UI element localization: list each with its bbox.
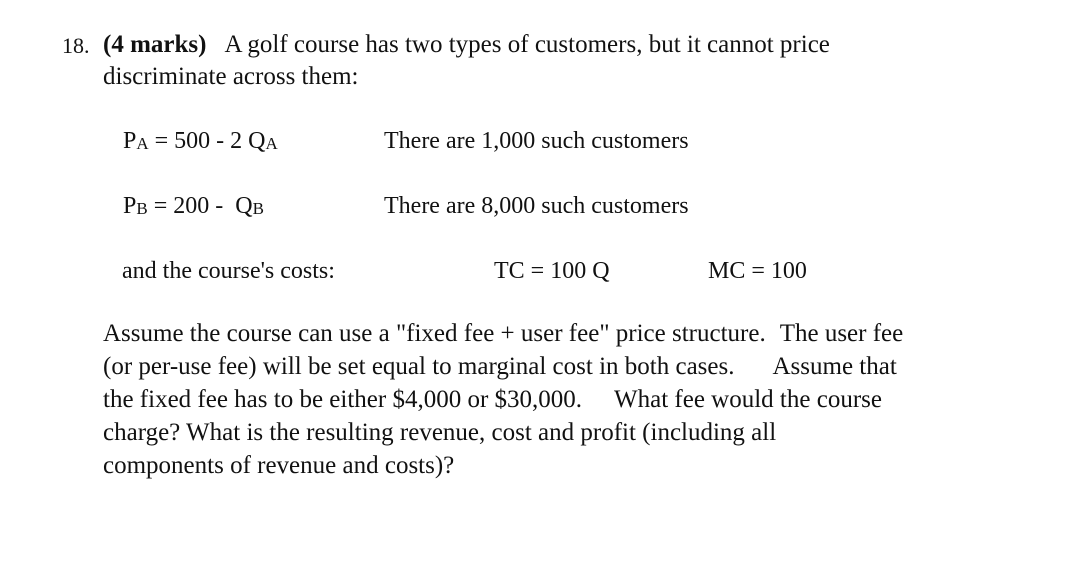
costs-label: and the course's costs: bbox=[122, 258, 335, 284]
marginal-cost: MC = 100 bbox=[708, 258, 807, 284]
demand-equation-a: PA = 500 - 2 QA bbox=[123, 128, 278, 154]
paragraph-line-5: components of revenue and costs)? bbox=[103, 452, 455, 479]
paragraph-line-1: Assume the course can use a "fixed fee + user fee" price structure. The user fee bbox=[103, 320, 904, 347]
customers-a-note: There are 1,000 such customers bbox=[384, 128, 689, 154]
demand-equation-b: PB = 200 - QB bbox=[123, 193, 264, 219]
total-cost: TC = 100 Q bbox=[494, 258, 610, 284]
intro-text-1: A golf course has two types of customers, but it cannot price bbox=[224, 31, 830, 58]
marks-label: (4 marks) bbox=[103, 31, 207, 58]
customers-b-note: There are 8,000 such customers bbox=[384, 193, 689, 219]
question-intro-line-2: discriminate across them: bbox=[103, 63, 359, 90]
paragraph-line-4: charge? What is the resulting revenue, cost and profit (including all bbox=[103, 419, 777, 446]
paragraph-line-3: the fixed fee has to be either $4,000 or $30,000. What fee would the course bbox=[103, 386, 882, 413]
paragraph-line-2: (or per-use fee) will be set equal to marginal cost in both cases. Assume that bbox=[103, 353, 897, 380]
question-intro-line-1 bbox=[103, 30, 830, 60]
question-number: 18. bbox=[62, 33, 90, 58]
